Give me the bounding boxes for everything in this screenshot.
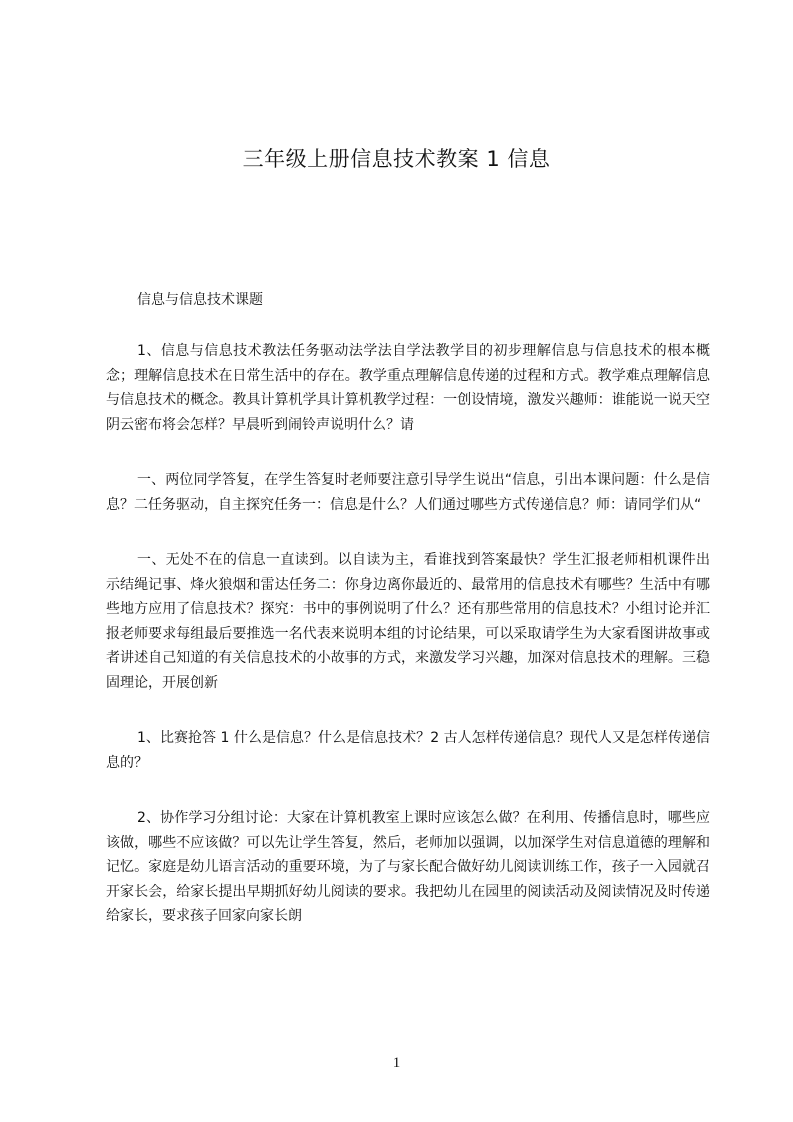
paragraph-2: 一、两位同学答复，在学生答复时老师要注意引导学生说出“信息，引出本课问题：什么是信息？二任务驱动，自主探究任务一：信息是什么？人们通过哪些方式传递信息？师：请同学们从“ [106,472,710,513]
paragraph-1: 1、信息与信息技术教法任务驱动法学法自学法教学目的初步理解信息与信息技术的根本概念；理解信息技术在日常生活中的存在。教学重点理解信息传递的过程和方式。教学难点理解信息与信息技术的概念。教具计算机学具计算机教学过程：一创设情境，激发兴趣师：谁能说一说天空阴云密布将会怎样？早晨听到闹铃声说明什么？请 [106,343,710,433]
paragraph-4: 1、比赛抢答 1 什么是信息？什么是信息技术？2 古人怎样传递信息？现代人又是怎样传递信息的？ [106,730,710,771]
document-body [106,290,710,960]
paragraph-5: 2、协作学习分组讨论：大家在计算机教室上课时应该怎么做？在利用、传播信息时，哪些应该做，哪些不应该做？可以先让学生答复，然后，老师加以强调，以加深学生对信息道德的理解和记忆。家庭是幼儿语言活动的重要环境，为了与家长配合做好幼儿阅读训练工作，孩子一入园就召开家长会，给家长提出早期抓好幼儿阅读的要求。我把幼儿在园里的阅读活动及阅读情况及时传递给家长，要求孩子回家向家长朗 [106,810,710,924]
section-subheading: 信息与信息技术课题 [137,292,263,308]
page-title: 三年级上册信息技术教案 1 信息 [242,147,551,171]
paragraph-3: 一、无处不在的信息一直读到。以自读为主，看谁找到答案最快？学生汇报老师相机课件出示结绳记事、烽火狼烟和雷达任务二：你身边离你最近的、最常用的信息技术有哪些？生活中有哪些地方应用了信息技术？探究：书中的事例说明了什么？还有那些常用的信息技术？小组讨论并汇报老师要求每组最后要推选一名代表来说明本组的讨论结果，可以采取请学生为大家看图讲故事或者讲述自己知道的有关信息技术的小故事的方式，来激发学习兴趣，加深对信息技术的理解。三稳固理论，开展创新 [106,552,710,691]
page-number: 1 [392,1055,401,1071]
